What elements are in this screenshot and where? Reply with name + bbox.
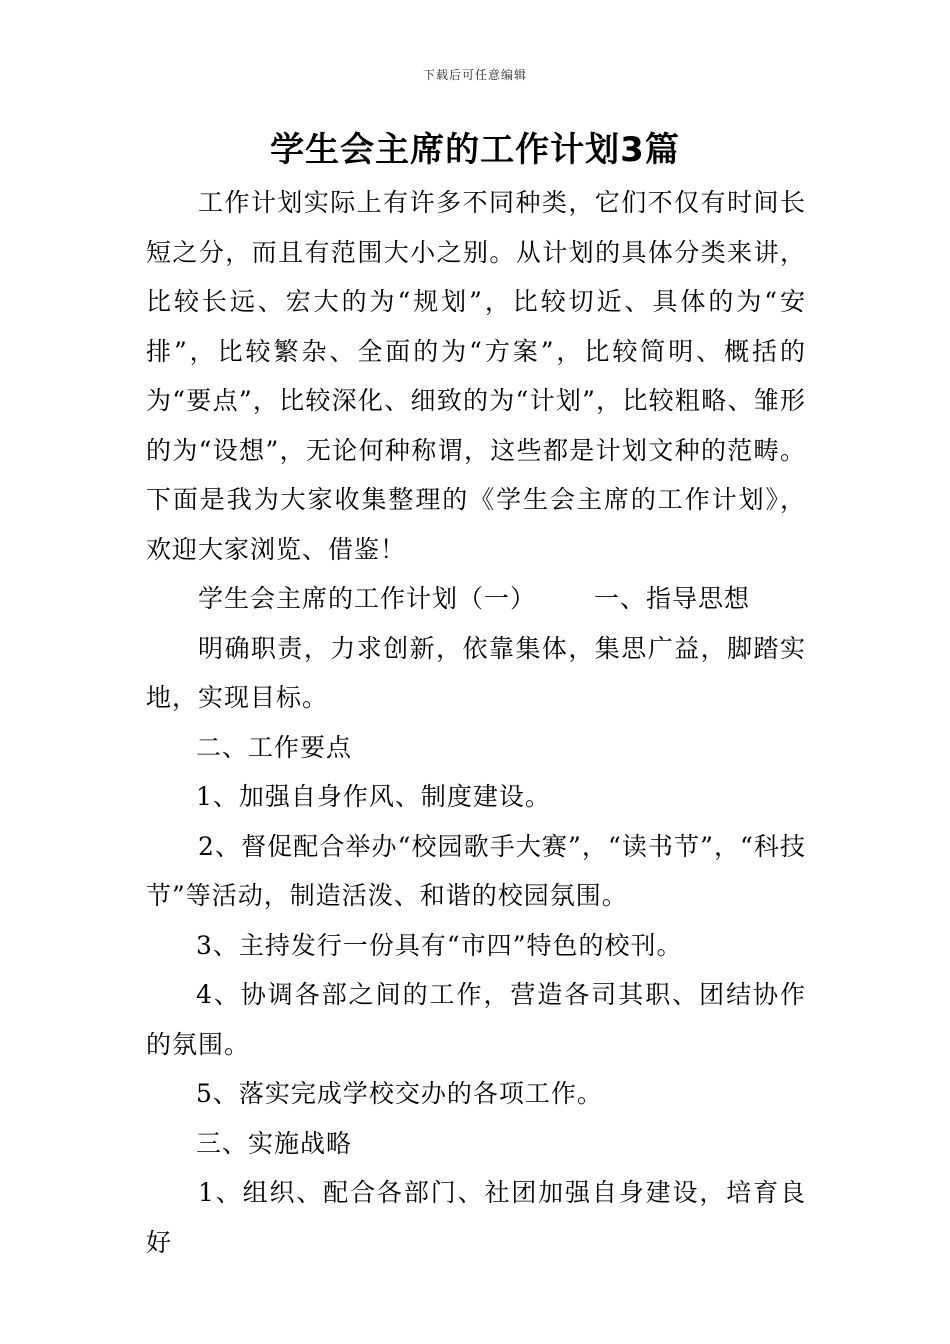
list-item: 1、加强自身作风、制度建设。 [196, 782, 551, 811]
header-note: 下载后可任意编辑 [422, 68, 527, 82]
list-item: 1、组织、配合各部门、社团加强自身建设，培育良好 [146, 1178, 806, 1257]
section-2-heading: 二、工作要点 [196, 732, 353, 762]
intro-paragraph: 工作计划实际上有许多不同种类，它们不仅有时间长短之分，而且有范围大小之别。从计划的具体分类来讲，比较长远、宏大的为“规划”，比较切近、具体的为“安排”，比较繁杂、全面的为“方案”，比较简明、概括的为“要点”，比较深化、细致的为“计划”，比较粗略、雏形的为“设想”，无论何种称谓，这些都是计划文种的范畴。下面是我为大家收集整理的《学生会主席的工作计划》，欢迎大家浏览、借鉴！ [146, 188, 806, 564]
plan-heading: 学生会主席的工作计划（一） [198, 584, 537, 613]
section-3-heading: 三、实施战略 [196, 1128, 353, 1158]
list-item: 4、协调各部之间的工作，营造各司其职、团结协作的氛围。 [146, 980, 806, 1059]
list-item: 2、督促配合举办“校园歌手大赛”，“读书节”，“科技节”等活动，制造活泼、和谐的校园氛围。 [146, 831, 806, 910]
section-1-heading: 一、指导思想 [594, 584, 751, 613]
plan-heading-line [146, 574, 806, 624]
list-item: 5、落实完成学校交办的各项工作。 [196, 1079, 603, 1108]
document-body [146, 178, 806, 1267]
list-item: 3、主持发行一份具有“市四”特色的校刊。 [196, 930, 683, 960]
document-title: 学生会主席的工作计划3篇 [270, 130, 680, 170]
section-1-text: 明确职责，力求创新，依靠集体，集思广益，脚踏实地，实现目标。 [146, 633, 806, 712]
